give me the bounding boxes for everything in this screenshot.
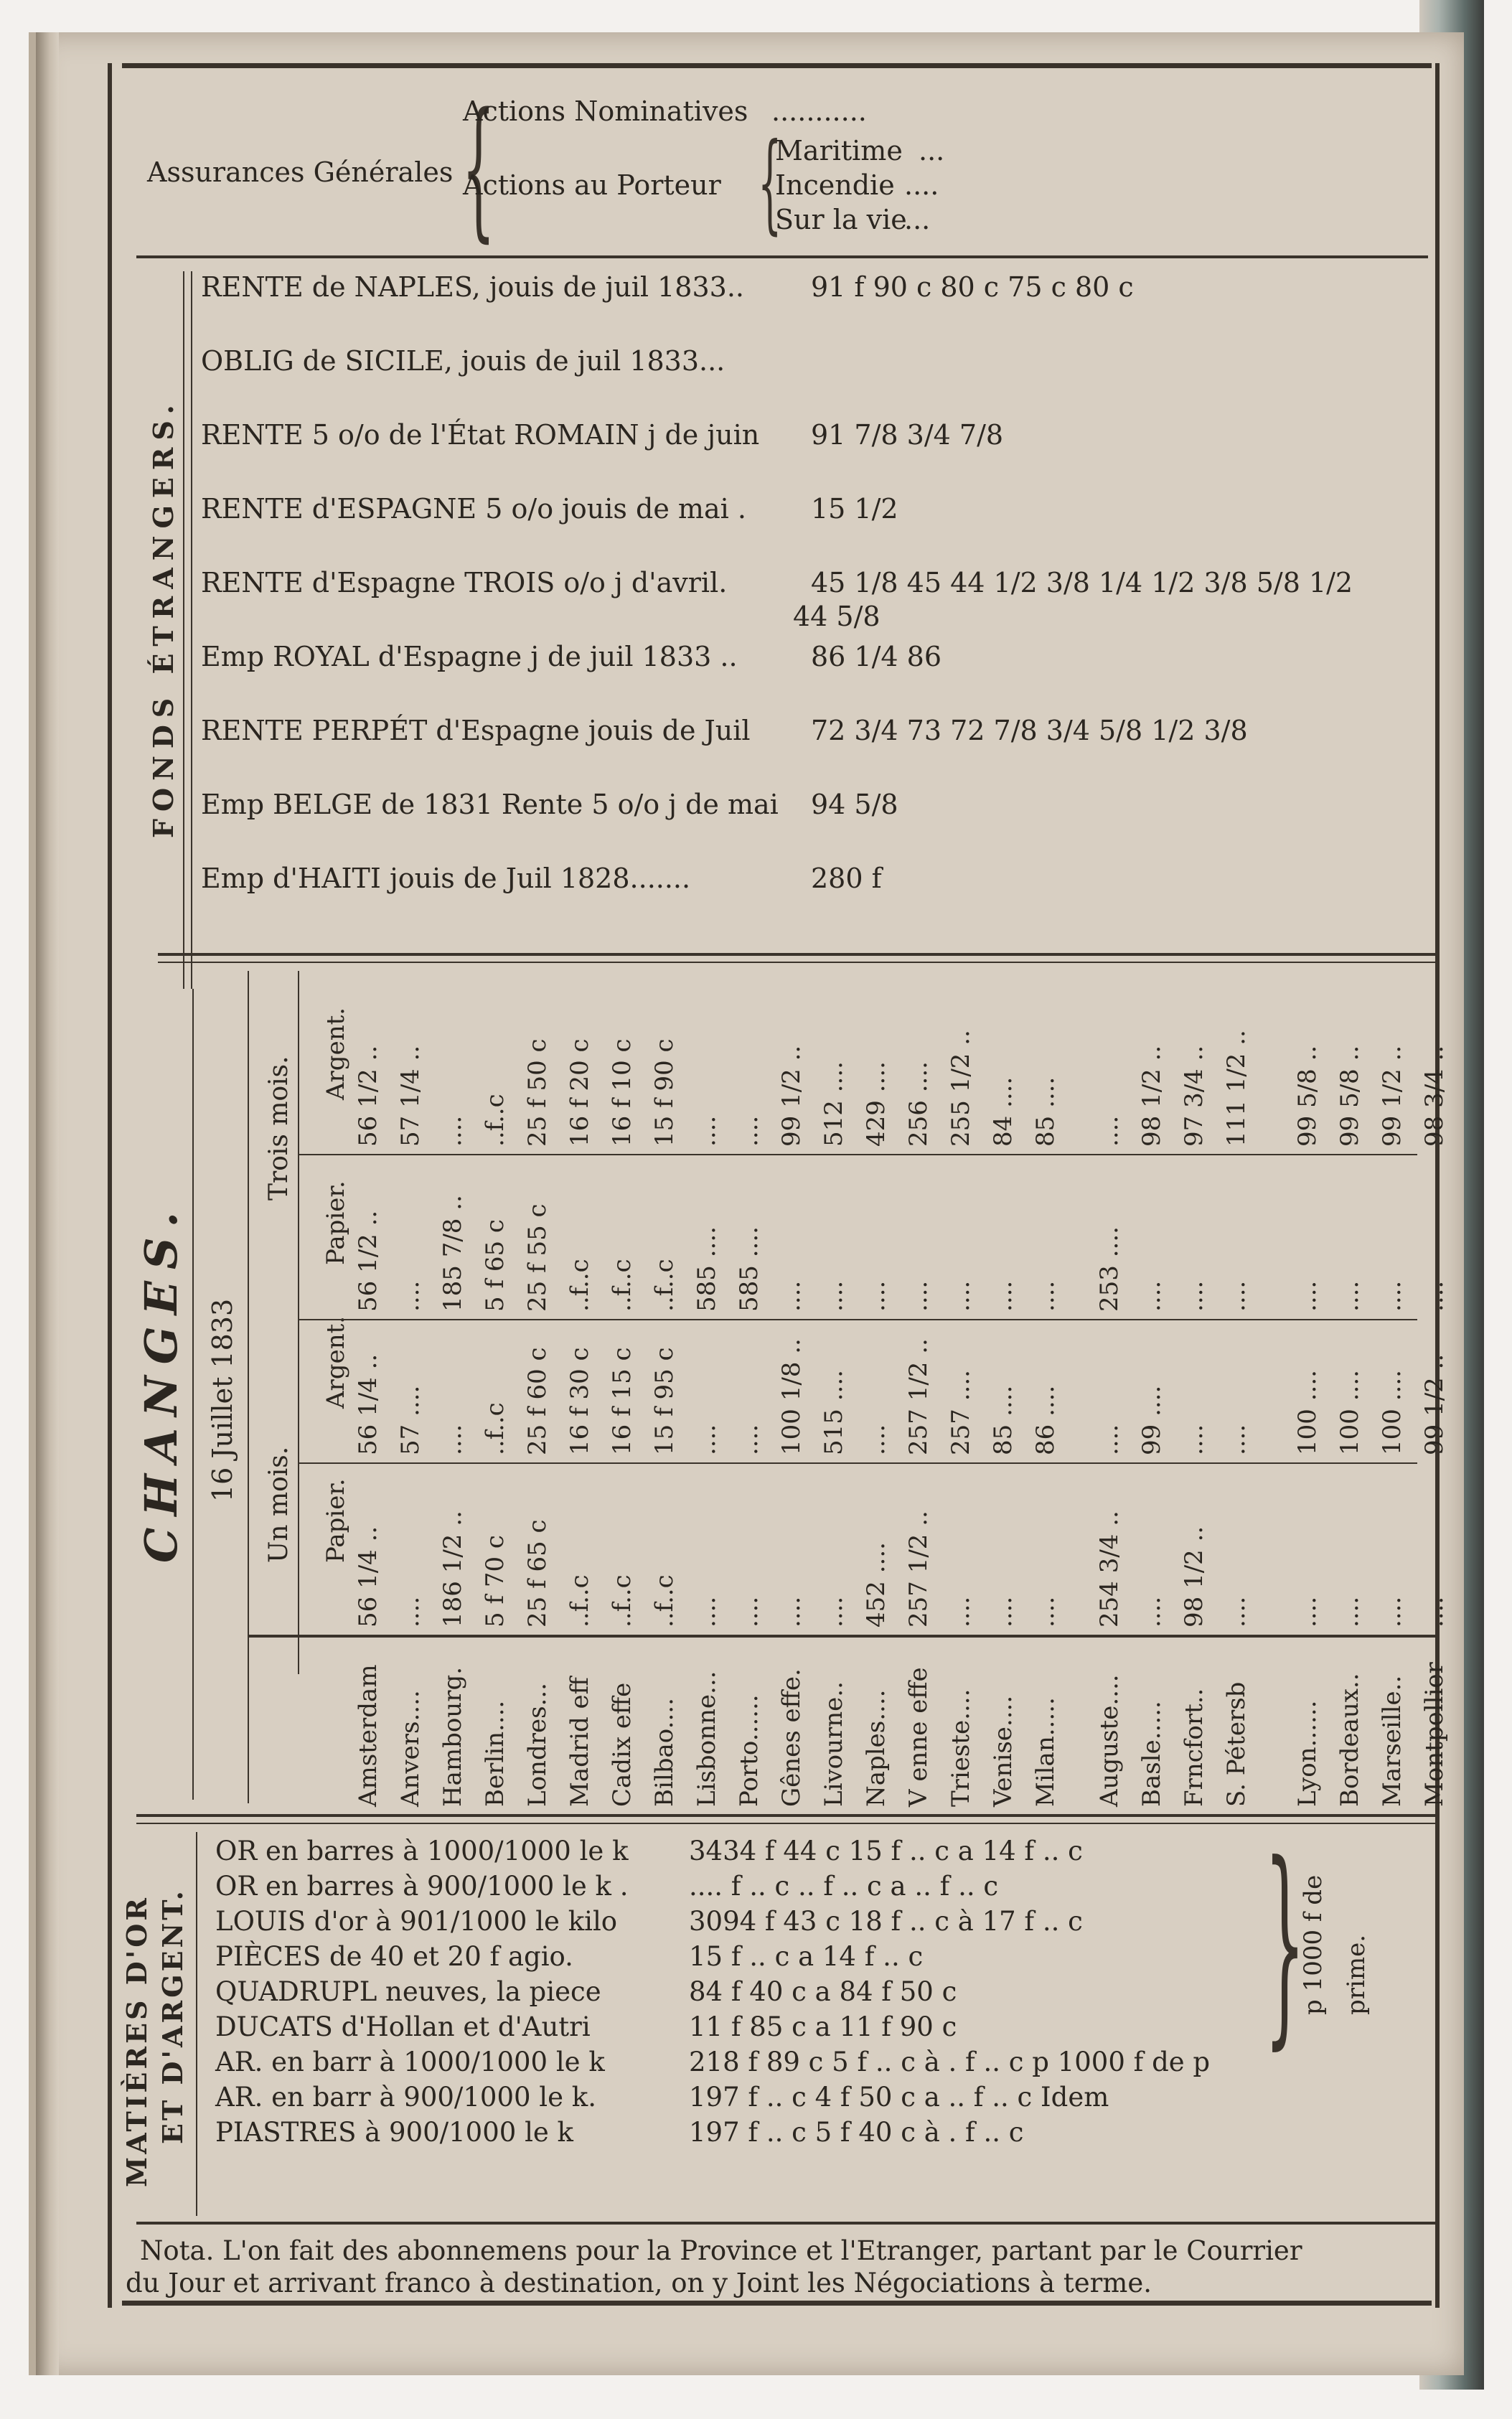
sur-la-vie: Sur la vie bbox=[775, 204, 907, 235]
matieres-row-name: LOUIS d'or à 901/1000 le kilo bbox=[215, 1906, 618, 1937]
um-papier-label: Papier. bbox=[321, 1478, 350, 1563]
matieres-row-values: 197 f .. c 5 f 40 c à . f .. c bbox=[689, 2117, 1024, 2148]
um-argent-value: .... bbox=[862, 1424, 891, 1455]
section-rule bbox=[136, 255, 1428, 258]
tm-papier-value: .... bbox=[862, 1280, 891, 1312]
um-papier-value: .... bbox=[1293, 1596, 1322, 1627]
tm-argent-value: 512 .... bbox=[820, 1061, 848, 1147]
um-argent-value: .... bbox=[735, 1424, 764, 1455]
fonds-title: FONDS ÉTRANGERS. bbox=[147, 398, 179, 838]
place-name: Venise.... bbox=[989, 1695, 1018, 1807]
leader-dots: ... bbox=[919, 135, 945, 166]
um-papier-value: .... bbox=[777, 1596, 806, 1627]
matieres-row-name: OR en barres à 1000/1000 le k bbox=[215, 1836, 629, 1866]
right-border bbox=[1435, 63, 1440, 2308]
um-papier-value: 257 1/2 .. bbox=[904, 1511, 933, 1627]
page-binding bbox=[36, 32, 59, 2375]
matieres-row-values: 218 f 89 c 5 f .. c à . f .. c p 1000 f de p bbox=[689, 2047, 1211, 2077]
tm-papier-value: 253 .... bbox=[1095, 1226, 1124, 1312]
um-papier-value: .... bbox=[1335, 1596, 1364, 1627]
place-name: Lisbonne... bbox=[692, 1671, 721, 1807]
tm-papier-value: .... bbox=[989, 1280, 1018, 1312]
um-papier-value: .... bbox=[989, 1596, 1018, 1627]
section-rule bbox=[136, 1823, 1435, 1824]
um-argent-value: 257 .... bbox=[947, 1370, 975, 1455]
fonds-row-name: RENTE d'Espagne TROIS o/o j d'avril. bbox=[201, 567, 728, 598]
tm-argent-value: .... bbox=[692, 1115, 721, 1147]
tm-papier-value: 585 .... bbox=[735, 1226, 764, 1312]
nota-line-2: du Jour et arrivant franco à destination, on y Joint les Négociations à terme. bbox=[126, 2268, 1152, 2298]
tm-papier-value: .... bbox=[820, 1280, 848, 1312]
matieres-row-values: 15 f .. c a 14 f .. c bbox=[689, 1941, 924, 1972]
tm-argent-value: 99 5/8 .. bbox=[1293, 1045, 1322, 1147]
matieres-row-name: AR. en barr à 1000/1000 le k bbox=[215, 2047, 605, 2077]
fonds-row-values: 86 1/4 86 bbox=[811, 641, 942, 672]
fonds-rule bbox=[191, 271, 192, 989]
tm-argent-value: 97 3/4 .. bbox=[1180, 1045, 1208, 1147]
um-papier-value: .... bbox=[1378, 1596, 1407, 1627]
um-argent-value: .... bbox=[692, 1424, 721, 1455]
left-border bbox=[108, 63, 112, 2308]
place-name: Bilbao.... bbox=[650, 1698, 679, 1807]
tm-argent-value: .... bbox=[735, 1115, 764, 1147]
matieres-row-name: AR. en barr à 900/1000 le k. bbox=[215, 2082, 596, 2113]
um-argent-value: 99 .... bbox=[1137, 1385, 1166, 1455]
tm-papier-value: ..f..c bbox=[608, 1259, 637, 1312]
um-papier-value: 452 .... bbox=[862, 1542, 891, 1627]
place-name: Madrid eff bbox=[565, 1677, 594, 1807]
fonds-row-name: OBLIG de SICILE, jouis de juil 1833... bbox=[201, 345, 726, 377]
tm-argent-value: 57 1/4 .. bbox=[396, 1045, 425, 1147]
um-papier-value: 25 f 65 c bbox=[523, 1519, 552, 1627]
tm-papier-value: ..f..c bbox=[650, 1259, 679, 1312]
place-name: Berlin.... bbox=[481, 1700, 510, 1807]
um-argent-value: 16 f 30 c bbox=[565, 1347, 594, 1455]
tm-argent-value: 98 1/2 .. bbox=[1137, 1045, 1166, 1147]
section-rule bbox=[158, 953, 1435, 956]
um-argent-value: .... bbox=[1095, 1424, 1124, 1455]
matieres-row-values: 3094 f 43 c 18 f .. c à 17 f .. c bbox=[689, 1906, 1083, 1937]
table-frame bbox=[108, 63, 1449, 2320]
matieres-row-name: PIÈCES de 40 et 20 f agio. bbox=[215, 1941, 573, 1972]
tm-argent-value: 16 f 20 c bbox=[565, 1038, 594, 1147]
maritime: Maritime bbox=[775, 135, 903, 166]
tm-papier-value: .... bbox=[396, 1280, 425, 1312]
leader-dots: ... bbox=[904, 204, 931, 235]
changes-rule bbox=[248, 1635, 1435, 1638]
um-argent-value: .... bbox=[1222, 1424, 1251, 1455]
um-papier-value: ..f..c bbox=[608, 1574, 637, 1627]
um-argent-value: 515 .... bbox=[820, 1370, 848, 1455]
actions-porteur: Actions au Porteur bbox=[463, 169, 721, 201]
place-name: Hambourg. bbox=[438, 1666, 467, 1807]
place-name: Londres... bbox=[523, 1683, 552, 1807]
um-papier-value: .... bbox=[1031, 1596, 1060, 1627]
um-papier-value: 56 1/4 .. bbox=[354, 1526, 382, 1627]
um-papier-value: .... bbox=[1222, 1596, 1251, 1627]
tm-argent-label: Argent. bbox=[321, 1007, 350, 1100]
brace: { bbox=[758, 121, 782, 245]
tm-argent-value: 15 f 90 c bbox=[650, 1038, 679, 1147]
tm-argent-value: 111 1/2 .. bbox=[1222, 1030, 1251, 1147]
um-argent-value: 85 .... bbox=[989, 1385, 1018, 1455]
place-name: Marseille.. bbox=[1378, 1675, 1407, 1807]
matieres-row-values: 84 f 40 c a 84 f 50 c bbox=[689, 1976, 957, 2007]
matieres-row-name: QUADRUPL neuves, la piece bbox=[215, 1976, 601, 2007]
incendie: Incendie bbox=[775, 169, 895, 201]
um-papier-value: .... bbox=[947, 1596, 975, 1627]
um-argent-value: 56 1/4 .. bbox=[354, 1353, 382, 1455]
um-papier-value: 5 f 70 c bbox=[481, 1535, 510, 1627]
place-name: Basle..... bbox=[1137, 1701, 1166, 1807]
place-name: Bordeaux.. bbox=[1335, 1673, 1364, 1807]
tm-papier-value: ..f..c bbox=[565, 1259, 594, 1312]
tm-papier-value: .... bbox=[777, 1280, 806, 1312]
tm-argent-value: 98 3/4 .. bbox=[1420, 1045, 1449, 1147]
um-papier-value: 254 3/4 .. bbox=[1095, 1511, 1124, 1627]
um-argent-value: 16 f 15 c bbox=[608, 1347, 637, 1455]
matieres-row-name: DUCATS d'Hollan et d'Autri bbox=[215, 2011, 591, 2042]
tm-argent-value: 429 .... bbox=[862, 1061, 891, 1147]
tm-papier-value: .... bbox=[1180, 1280, 1208, 1312]
tm-papier-value: .... bbox=[947, 1280, 975, 1312]
um-argent-value: 100 .... bbox=[1293, 1370, 1322, 1455]
um-argent-value: 100 .... bbox=[1378, 1370, 1407, 1455]
tm-papier-value: .... bbox=[1420, 1280, 1449, 1312]
matieres-row-values: 197 f .. c 4 f 50 c a .. f .. c Idem bbox=[689, 2082, 1109, 2113]
um-argent-value: 86 .... bbox=[1031, 1385, 1060, 1455]
um-papier-value: .... bbox=[1137, 1596, 1166, 1627]
top-border bbox=[122, 63, 1432, 68]
tm-argent-value: 85 .... bbox=[1031, 1076, 1060, 1147]
tm-argent-value: 25 f 50 c bbox=[523, 1038, 552, 1147]
tm-papier-value: .... bbox=[904, 1280, 933, 1312]
um-papier-value: 98 1/2 .. bbox=[1180, 1526, 1208, 1627]
matieres-row-values: .... f .. c .. f .. c a .. f .. c bbox=[689, 1871, 999, 1902]
um-papier-value: ..f..c bbox=[565, 1574, 594, 1627]
matieres-row-name: OR en barres à 900/1000 le k . bbox=[215, 1871, 629, 1902]
section-rule bbox=[158, 962, 1435, 963]
section-rule bbox=[136, 2222, 1435, 2225]
fonds-row-values: 94 5/8 bbox=[811, 789, 898, 820]
matieres-row-values: 11 f 85 c a 11 f 90 c bbox=[689, 2011, 957, 2042]
tm-argent-value: 56 1/2 .. bbox=[354, 1045, 382, 1147]
matieres-title-2: ET D'ARGENT. bbox=[156, 1888, 189, 2144]
tm-argent-value: ..f..c bbox=[481, 1094, 510, 1147]
brace: } bbox=[1264, 1818, 1306, 2068]
place-name: Cadix effe bbox=[608, 1682, 637, 1807]
um-argent-value: 100 .... bbox=[1335, 1370, 1364, 1455]
tm-papier-value: .... bbox=[1335, 1280, 1364, 1312]
um-argent-label: Argent. bbox=[321, 1315, 350, 1409]
place-name: V enne effe bbox=[904, 1667, 933, 1807]
un-mois-label: Un mois. bbox=[264, 1446, 294, 1563]
place-name: Livourne.. bbox=[820, 1681, 848, 1807]
tm-papier-value: .... bbox=[1293, 1280, 1322, 1312]
fonds-row-name: RENTE 5 o/o de l'État ROMAIN j de juin bbox=[201, 419, 760, 451]
bottom-border bbox=[122, 2301, 1432, 2306]
tm-papier-value: .... bbox=[1137, 1280, 1166, 1312]
um-argent-value: 15 f 95 c bbox=[650, 1347, 679, 1455]
fonds-row-name: RENTE de NAPLES, jouis de juil 1833.. bbox=[201, 271, 744, 303]
tm-papier-value: 25 f 55 c bbox=[523, 1203, 552, 1312]
fonds-row-values: 72 3/4 73 72 7/8 3/4 5/8 1/2 3/8 bbox=[811, 715, 1248, 746]
section-rule bbox=[136, 1814, 1435, 1817]
fonds-row-values: 15 1/2 bbox=[811, 493, 898, 525]
tm-argent-value: 255 1/2 .. bbox=[947, 1030, 975, 1147]
actions-nominatives: Actions Nominatives bbox=[463, 95, 748, 127]
fonds-rule bbox=[183, 271, 184, 989]
place-name: Frncfort.. bbox=[1180, 1688, 1208, 1807]
fonds-row-extra: 44 5/8 bbox=[793, 601, 881, 632]
tm-papier-value: 56 1/2 .. bbox=[354, 1210, 382, 1312]
um-papier-value: .... bbox=[692, 1596, 721, 1627]
fonds-row-name: RENTE d'ESPAGNE 5 o/o jouis de mai . bbox=[201, 493, 746, 525]
matieres-row-values: 3434 f 44 c 15 f .. c a 14 f .. c bbox=[689, 1836, 1083, 1866]
fonds-row-values: 45 1/8 45 44 1/2 3/8 1/4 1/2 3/8 5/8 1/2 bbox=[811, 567, 1353, 598]
um-argent-value: .... bbox=[438, 1424, 467, 1455]
matieres-title-1: MATIÈRES D'OR bbox=[121, 1895, 153, 2187]
leader-dots: .... bbox=[904, 169, 939, 201]
prime-note: p 1000 f de prime. bbox=[1299, 1874, 1371, 2015]
changes-title: CHANGES. bbox=[135, 1200, 187, 1563]
fonds-row-name: Emp d'HAITI jouis de Juil 1828....... bbox=[201, 863, 691, 894]
changes-rule bbox=[192, 989, 194, 1800]
fonds-row-values: 91 f 90 c 80 c 75 c 80 c bbox=[811, 271, 1134, 303]
um-papier-value: .... bbox=[735, 1596, 764, 1627]
um-argent-value: 257 1/2 .. bbox=[904, 1338, 933, 1455]
tm-argent-value: .... bbox=[438, 1115, 467, 1147]
um-argent-value: .... bbox=[1180, 1424, 1208, 1455]
tm-argent-value: 256 .... bbox=[904, 1061, 933, 1147]
changes-rule bbox=[298, 1462, 1417, 1464]
um-argent-value: 99 1/2 .. bbox=[1420, 1353, 1449, 1455]
matieres-rule bbox=[196, 1832, 197, 2216]
changes-date: 16 Juillet 1833 bbox=[207, 1298, 238, 1502]
changes-rule bbox=[298, 971, 299, 1674]
place-name: Porto...... bbox=[735, 1694, 764, 1807]
leader-dots: ........... bbox=[771, 95, 867, 127]
um-argent-value: 25 f 60 c bbox=[523, 1347, 552, 1455]
tm-papier-value: 185 7/8 .. bbox=[438, 1195, 467, 1312]
fonds-row-name: Emp ROYAL d'Espagne j de juil 1833 .. bbox=[201, 641, 738, 672]
changes-rule bbox=[298, 1154, 1417, 1155]
matieres-row-name: PIASTRES à 900/1000 le k bbox=[215, 2117, 573, 2148]
place-name: Auguste.... bbox=[1095, 1674, 1124, 1807]
tm-papier-value: .... bbox=[1222, 1280, 1251, 1312]
tm-argent-value: 99 1/2 .. bbox=[777, 1045, 806, 1147]
place-name: Montpellier bbox=[1420, 1662, 1449, 1807]
um-papier-value: 186 1/2 .. bbox=[438, 1511, 467, 1627]
um-argent-value: ..f..c bbox=[481, 1402, 510, 1455]
tm-argent-value: 16 f 10 c bbox=[608, 1038, 637, 1147]
um-papier-value: .... bbox=[396, 1596, 425, 1627]
fonds-row-values: 91 7/8 3/4 7/8 bbox=[811, 419, 1004, 451]
tm-argent-value: 84 .... bbox=[989, 1076, 1018, 1147]
um-papier-value: .... bbox=[820, 1596, 848, 1627]
fonds-row-name: RENTE PERPÉT d'Espagne jouis de Juil bbox=[201, 715, 751, 746]
tm-papier-value: .... bbox=[1031, 1280, 1060, 1312]
um-papier-value: .... bbox=[1420, 1596, 1449, 1627]
tm-argent-value: 99 1/2 .. bbox=[1378, 1045, 1407, 1147]
tm-papier-value: 5 f 65 c bbox=[481, 1219, 510, 1312]
changes-rule bbox=[248, 971, 249, 1803]
um-argent-value: 100 1/8 .. bbox=[777, 1338, 806, 1455]
tm-papier-value: 585 .... bbox=[692, 1226, 721, 1312]
place-name: Lyon...... bbox=[1293, 1700, 1322, 1807]
place-name: Naples.... bbox=[862, 1689, 891, 1807]
tm-argent-value: .... bbox=[1095, 1115, 1124, 1147]
place-name: Anvers.... bbox=[396, 1690, 425, 1807]
assurances-label: Assurances Générales bbox=[147, 156, 454, 188]
place-name: S. Pétersb bbox=[1222, 1681, 1251, 1807]
fonds-row-name: Emp BELGE de 1831 Rente 5 o/o j de mai bbox=[201, 789, 779, 820]
place-name: Trieste.... bbox=[947, 1688, 975, 1807]
place-name: Amsterdam bbox=[354, 1664, 382, 1807]
tm-argent-value: 99 5/8 .. bbox=[1335, 1045, 1364, 1147]
tm-papier-label: Papier. bbox=[321, 1180, 350, 1265]
place-name: Milan..... bbox=[1031, 1697, 1060, 1807]
changes-rule bbox=[298, 1319, 1417, 1320]
trois-mois-label: Trois mois. bbox=[264, 1056, 294, 1201]
fonds-row-values: 280 f bbox=[811, 863, 882, 894]
um-papier-value: ..f..c bbox=[650, 1574, 679, 1627]
brace: { bbox=[461, 80, 496, 256]
nota-line-1: Nota. L'on fait des abonnemens pour la Province et l'Etranger, partant par le Courrier bbox=[140, 2235, 1302, 2266]
tm-papier-value: .... bbox=[1378, 1280, 1407, 1312]
um-argent-value: 57 .... bbox=[396, 1385, 425, 1455]
place-name: Gênes effe. bbox=[777, 1668, 806, 1807]
